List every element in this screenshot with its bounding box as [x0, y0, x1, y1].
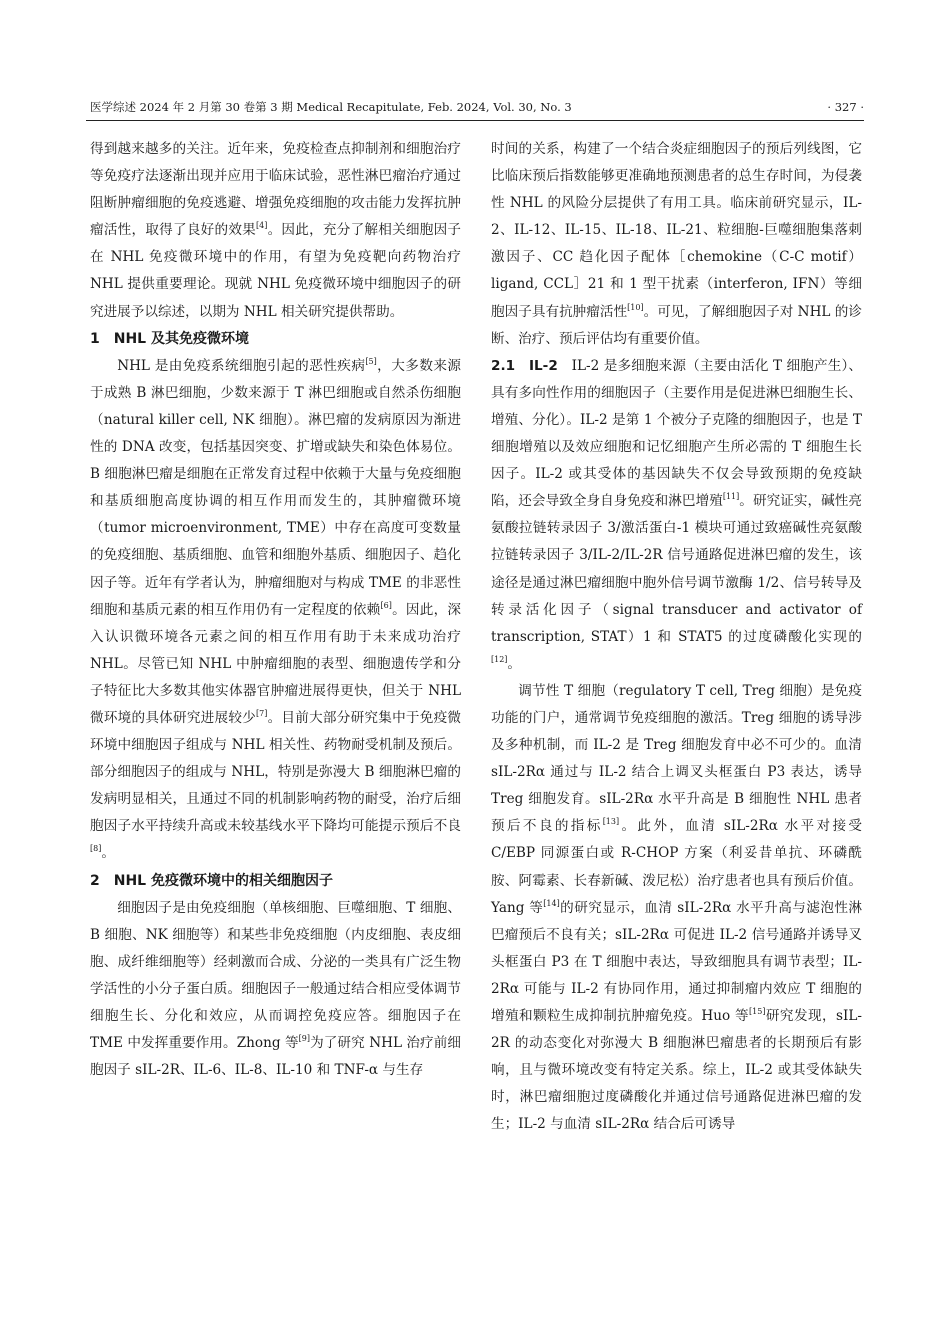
- paragraph-section-2: 细胞因子是由免疫细胞（单核细胞、巨噬细胞、T 细胞、B 细胞、NK 细胞等）和某些非免疫细胞（内皮细胞、表皮细胞、成纤维细胞等）经刺激而合成、分泌的一类具有广泛生物学活性的小分子蛋白质。细胞因子一般通过结合相应受体调节细胞生长、分化和效应，从而调控免疫应答。细胞因子在 TME 中发挥重要作用。Zhong 等[9]为了研究 NHL 治疗前细胞因子 sIL-2R、IL-6、IL-8、IL-10 和 TNF-α 与生存: [90, 899, 461, 1079]
- citation-14[interactable]: [14]: [543, 898, 560, 908]
- citation-4[interactable]: [4]: [256, 221, 268, 231]
- citation-11[interactable]: [11]: [722, 492, 740, 502]
- citation-10[interactable]: [10]: [627, 302, 644, 312]
- page-number: · 327 ·: [827, 100, 864, 114]
- right-column: 时间的关系，构建了一个结合炎症细胞因子的预后列线图，它比临床预后指数能够更准确地预测患者的总生存时间，为侵袭性 NHL 的风险分层提供了有用工具。临床前研究显示，IL-2、IL-12、IL-15、IL-18、IL-21、粒细胞-巨噬细胞集落刺激因子、CC 趋化因子配体［chemokine（C-C motif）ligand, CCL］21 和 1 型干扰素（interferon, IFN）等细胞因子具有抗肿瘤活性[10]。可见，了解细胞因子对 NHL 的诊断、治疗、预后评估均有重要价值。 2.1 IL-2 IL-2 是多细胞来源（主要由活化 T 细胞产生）、具有多向性作用的细胞因子（主要作用是促进淋巴细胞生长、增殖、分化）。IL-2 是第 1 个被分子克隆的细胞因子，也是 T 细胞增殖以及效应细胞和记忆细胞产生所必需的 T 细胞生长因子。IL-2 或其受体的基因缺失不仅会导致预期的免疫缺陷，还会导致全身自身免疫和淋巴增殖[11]。研究证实，碱性亮氨酸拉链转录因子 3/激活蛋白-1 模块可通过致癌碱性亮氨酸拉链转录因子 3/IL-2/IL-2R 信号通路促进淋巴瘤的发生，该途径是通过淋巴瘤细胞中胞外信号调节激酶 1/2、信号转导及转录活化因子（signal transducer and activator of transcription, STAT）1 和 STAT5 的过度磷酸化实现的[12]。 调节性 T 细胞（regulatory T cell, Treg 细胞）是免疫功能的门户，通常调节免疫细胞的激活。Treg 细胞的诱导涉及多种机制，而 IL-2 是 Treg 细胞发育中必不可少的。血清 sIL-2Rα 通过与 IL-2 结合上调叉头框蛋白 P3 表达，诱导 Treg 细胞发育。sIL-2Rα 水平升高是 B 细胞性 NHL 患者预后不良的指标[13]。此外，血清 sIL-2Rα 水平对接受 C/EBP 同源蛋白或 R-CHOP 方案（利妥昔单抗、环磷酰胺、阿霉素、长春新碱、泼尼松）治疗患者也具有预后价值。Yang 等[14]的研究显示，血清 sIL-2Rα 水平升高与滤泡性淋巴瘤预后不良有关；sIL-2Rα 可促进 IL-2 信号通路并诱导叉头框蛋白 P3 在 T 细胞中表达，导致细胞具有调节表型；IL-2Rα 可能与 IL-2 有协同作用，通过抑制瘤内效应 T 细胞的增殖和颗粒生成抑制抗肿瘤免疫。Huo 等[15]研究发现，sIL-2R 的动态变化对弥漫大 B 细胞淋巴瘤患者的长期预后有影响，且与微环境改变有特定关系。综上，IL-2 或其受体缺失时，淋巴瘤细胞过度磷酸化并通过信号通路促进淋巴瘤的发生；IL-2 与血清 sIL-2Rα 结合后可诱导: [491, 136, 862, 1138]
- journal-citation: 医学综述 2024 年 2 月第 30 卷第 3 期 Medical Recapitulate, Feb. 2024, Vol. 30, No. 3: [90, 100, 572, 114]
- section-1-heading: 1 NHL 及其免疫微环境: [90, 330, 249, 347]
- citation-15[interactable]: [15]: [749, 1007, 766, 1016]
- paragraph-section-1: NHL 是由免疫系统细胞引起的恶性疾病[5]，大多数来源于成熟 B 淋巴细胞，少数来源于 T 淋巴细胞或自然杀伤细胞（natural killer cell, NK 细胞）。淋巴瘤的发病原因为渐进性的 DNA 改变，包括基因突变、扩增或缺失和染色体易位。B 细胞淋巴瘤是细胞在正常发育过程中依赖于大量与免疫细胞和基质细胞高度协调的相互作用而发生的，其肿瘤微环境（tumor microenvironment, TME）中存在高度可变数量的免疫细胞、基质细胞、血管和细胞外基质、细胞因子、趋化因子等。近年有学者认为，肿瘤细胞对与构成 TME 的非恶性细胞和基质元素的相互作用仍有一定程度的依赖[6]。因此，深入认识微环境各元素之间的相互作用有助于未来成功治疗 NHL。尽管已知 NHL 中肿瘤细胞的表型、细胞遗传学和分子特征比大多数其他实体器官肿瘤进展得更快，但关于 NHL 微环境的具体研究进展较少[7]。目前大部分研究集中于免疫微环境中细胞因子组成与 NHL 相关性、药物耐受机制及预后。部分细胞因子的组成与 NHL，特别是弥漫大 B 细胞淋巴瘤的发病明显相关，且通过不同的机制影响药物的耐受，治疗后细胞因子水平持续升高或未较基线水平下降均可能提示预后不良[8]。: [90, 356, 462, 862]
- citation-13[interactable]: [13]: [602, 817, 620, 827]
- paragraph-treg: 调节性 T 细胞（regulatory T cell, Treg 细胞）是免疫功能的门户，通常调节免疫细胞的激活。Treg 细胞的诱导涉及多种机制，而 IL-2 是 Treg 细胞发育中必不可少的。血清 sIL-2Rα 通过与 IL-2 结合上调叉头框蛋白 P3 表达，诱导 Treg 细胞发育。sIL-2Rα 水平升高是 B 细胞性 NHL 患者预后不良的指标[13]。此外，血清 sIL-2Rα 水平对接受 C/EBP 同源蛋白或 R-CHOP 方案（利妥昔单抗、环磷酰胺、阿霉素、长春新碱、泼尼松）治疗患者也具有预后价值。Yang 等[14]的研究显示，血清 sIL-2Rα 水平升高与滤泡性淋巴瘤预后不良有关；sIL-2Rα 可促进 IL-2 信号通路并诱导叉头框蛋白 P3 在 T 细胞中表达，导致细胞具有调节表型；IL-2Rα 可能与 IL-2 有协同作用，通过抑制瘤内效应 T 细胞的增殖和颗粒生成抑制抗肿瘤免疫。Huo 等[15]研究发现，sIL-2R 的动态变化对弥漫大 B 细胞淋巴瘤患者的长期预后有影响，且与微环境改变有特定关系。综上，IL-2 或其受体缺失时，淋巴瘤细胞过度磷酸化并通过信号通路促进淋巴瘤的发生；IL-2 与血清 sIL-2Rα 结合后可诱导: [491, 682, 863, 1133]
- paragraph-intro-end: 得到越来越多的关注。近年来，免疫检查点抑制剂和细胞治疗等免疫疗法逐渐出现并应用于临床试验，恶性淋巴瘤治疗通过阻断肿瘤细胞的免疫逃避、增强免疫细胞的攻击能力发挥抗肿瘤活性，取得了良好的效果[4]。因此，充分了解相关细胞因子在 NHL 免疫微环境中的作用，有望为免疫靶向药物治疗 NHL 提供重要理论。现就 NHL 免疫微环境中细胞因子的研究进展予以综述，以期为 NHL 相关研究提供帮助。: [90, 141, 462, 320]
- citation-9[interactable]: [9]: [298, 1034, 310, 1044]
- header-rule: [86, 120, 864, 121]
- paragraph-section-2-cont: 时间的关系，构建了一个结合炎症细胞因子的预后列线图，它比临床预后指数能够更准确地预测患者的总生存时间，为侵袭性 NHL 的风险分层提供了有用工具。临床前研究显示，IL-2、IL-12、IL-15、IL-18、IL-21、粒细胞-巨噬细胞集落刺激因子、CC 趋化因子配体［chemokine（C-C motif）ligand, CCL］21 和 1 型干扰素（interferon, IFN）等细胞因子具有抗肿瘤活性[10]。可见，了解细胞因子对 NHL 的诊断、治疗、预后评估均有重要价值。: [491, 141, 862, 347]
- citation-7[interactable]: [7]: [256, 708, 268, 718]
- running-header: [86, 98, 864, 116]
- citation-6[interactable]: [6]: [380, 600, 392, 610]
- section-2-heading: 2 NHL 免疫微环境中的相关细胞因子: [90, 872, 333, 889]
- left-column: [90, 136, 461, 1084]
- section-2-1-heading: 2.1 IL-2: [491, 357, 558, 374]
- citation-8[interactable]: [8]: [90, 844, 102, 854]
- citation-5[interactable]: [5]: [365, 356, 377, 366]
- citation-12[interactable]: [12]: [491, 654, 508, 664]
